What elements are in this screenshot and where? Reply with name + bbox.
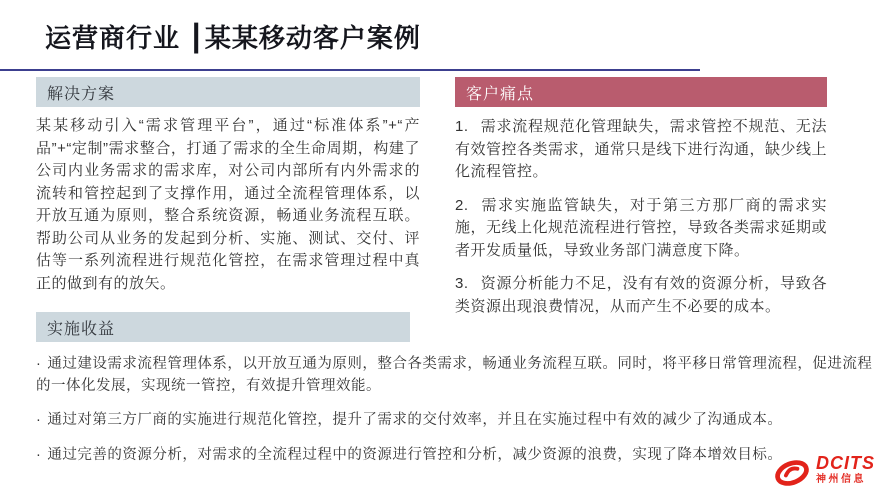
benefits-list	[36, 354, 875, 466]
list-item	[36, 410, 875, 432]
pain-points-list	[455, 116, 827, 318]
list-item	[455, 195, 827, 263]
list-item	[455, 116, 827, 184]
list-item	[36, 354, 875, 397]
logo-subtitle: 神州信息	[816, 474, 866, 485]
list-item-text: 需求流程规范化管理缺失，需求管控不规范、无法有效管控各类需求，通常只是线下进行沟通，缺少线上化流程管控。	[455, 118, 828, 180]
list-item-text: 资源分析能力不足，没有有效的资源分析，导致各类资源出现浪费情况，从而产生不必要的成本。	[455, 275, 827, 315]
solution-section	[36, 77, 420, 295]
title-underline	[0, 69, 700, 71]
list-item-text: 通过对第三方厂商的实施进行规范化管控，提升了需求的交付效率，并且在实施过程中有效的减少了沟通成本。	[47, 412, 783, 428]
solution-header: 解决方案	[36, 77, 420, 107]
benefits-section	[36, 312, 875, 479]
solution-body-text: 某某移动引入“需求管理平台”，通过“标准体系”+“产品”+“定制”需求整合，打通了需求的全生命周期，构建了公司内业务需求的需求库，对公司内部所有内外需求的流转和管控起到了支撑作用，通过全流程管理体系，以开放互通为原则，整合系统资源，畅通业务流程互联。帮助公司从业务的发起到分析、实施、测试、交付、评估等一系列流程进行规范化管控，在需求管理过程中真正的做到有的放矢。	[36, 117, 420, 292]
list-item-number: 3.	[455, 275, 469, 292]
bullet-icon: ·	[36, 356, 42, 372]
bullet-icon: ·	[36, 446, 42, 463]
dcits-logo	[773, 454, 875, 490]
list-item	[36, 445, 875, 467]
benefits-header: 实施收益	[36, 312, 410, 342]
dcits-swoosh-icon	[773, 456, 811, 490]
page-title: 运营商行业 ┃某某移动客户案例	[45, 23, 421, 53]
logo-text	[816, 454, 875, 485]
list-item-text: 通过完善的资源分析，对需求的全流程过程中的资源进行管控和分析，减少资源的浪费，实现了降本增效目标。	[47, 446, 783, 463]
list-item-text: 通过建设需求流程管理体系，以开放互通为原则，整合各类需求，畅通业务流程互联。同时，将平移日常管理流程，促进流程的一体化发展，实现统一管控，有效提升管理效能。	[36, 356, 873, 394]
list-item-text: 需求实施监管缺失，对于第三方那厂商的需求实施，无线上化规范流程进行管控，导致各类需求延期或者开发质量低，导致业务部门满意度下降。	[455, 196, 828, 259]
logo-name: DCITS	[816, 453, 875, 473]
list-item-number: 1.	[455, 118, 469, 135]
list-item-number: 2.	[455, 196, 469, 214]
bullet-icon: ·	[36, 412, 42, 428]
pain-points-header: 客户痛点	[455, 77, 827, 107]
pain-points-section	[455, 77, 827, 329]
